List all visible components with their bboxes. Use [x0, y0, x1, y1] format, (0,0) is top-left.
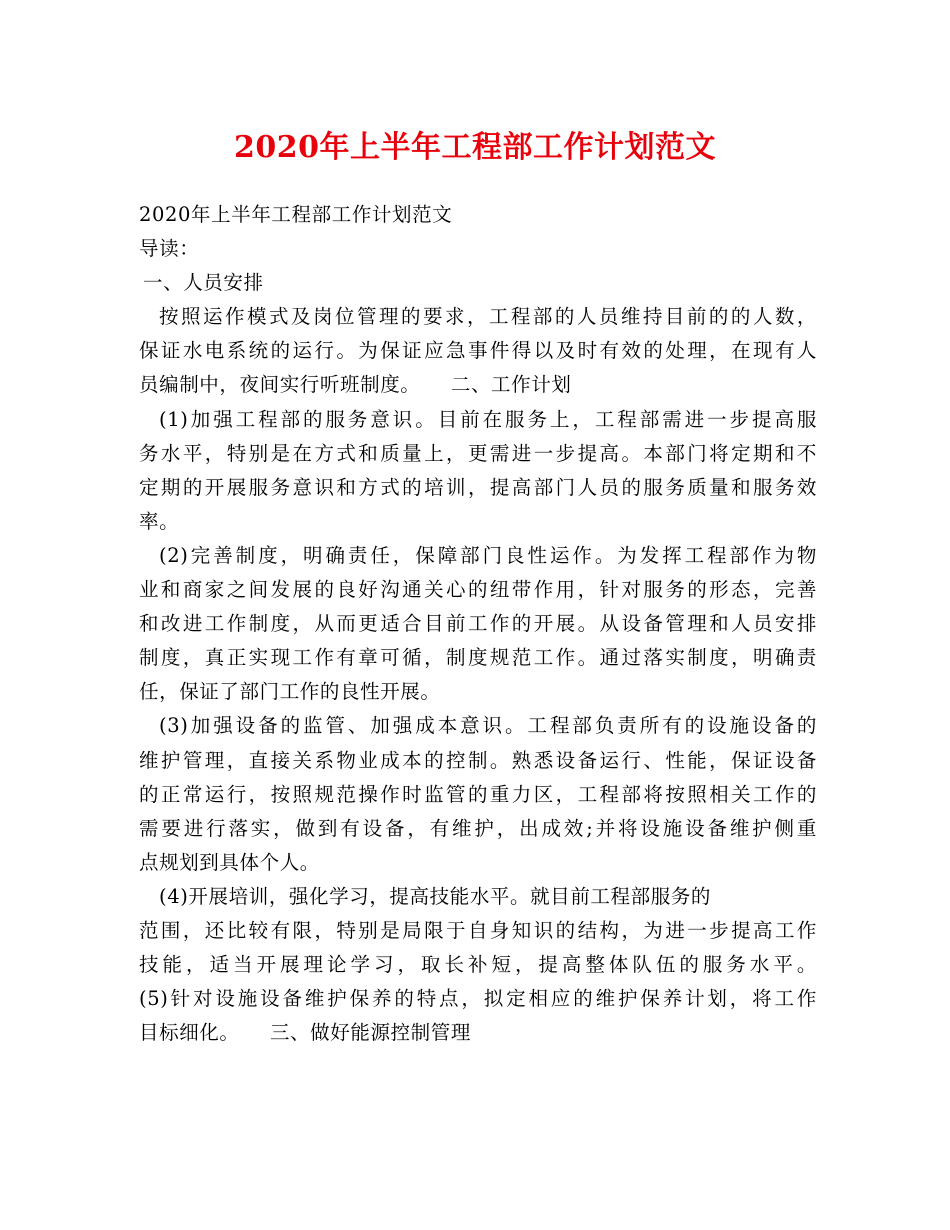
paragraph-line: 需要进行落实，做到有设备，有维护，出成效;并将设施设备维护侧重: [139, 816, 817, 840]
paragraph-line: 和改进工作制度，从而更适合目前工作的开展。从设备管理和人员安排: [139, 612, 817, 636]
paragraph-line: (4)开展培训，强化学习，提高技能水平。就目前工程部服务的: [159, 884, 712, 908]
paragraph-line: (3)加强设备的监管、加强成本意识。工程部负责所有的设施设备的: [159, 714, 817, 738]
paragraph-line: 维护管理，直接关系物业成本的控制。熟悉设备运行、性能，保证设备: [139, 748, 817, 772]
paragraph-line: 按照运作模式及岗位管理的要求，工程部的人员维持目前的的人数，: [159, 305, 817, 329]
paragraph-line: 范围，还比较有限，特别是局限于自身知识的结构，为进一步提高工作: [139, 918, 817, 942]
paragraph-line: 制度，真正实现工作有章可循，制度规范工作。通过落实制度，明确责: [139, 646, 817, 670]
paragraph-line: 技能，适当开展理论学习，取长补短，提高整体队伍的服务水平。: [139, 953, 817, 977]
paragraph-line: 点规划到具体个人。: [139, 850, 320, 874]
paragraph-line: (2)完善制度，明确责任，保障部门良性运作。为发挥工程部作为物: [159, 543, 817, 567]
paragraph-line: 员编制中，夜间实行听班制度。 二、工作计划: [139, 373, 572, 397]
paragraph-line: 导读：: [139, 237, 200, 261]
paragraph-line: 业和商家之间发展的良好沟通关心的纽带作用，针对服务的形态，完善: [139, 578, 817, 602]
paragraph-line: 务水平，特别是在方式和质量上，更需进一步提高。本部门将定期和不: [139, 441, 817, 465]
paragraph-line: 任，保证了部门工作的良性开展。: [139, 680, 441, 704]
paragraph-line: (5)针对设施设备维护保养的特点，拟定相应的维护保养计划，将工作: [139, 987, 817, 1011]
paragraph-line: 2020年上半年工程部工作计划范文: [139, 203, 453, 226]
paragraph-line: 的正常运行，按照规范操作时监管的重力区，工程部将按照相关工作的: [139, 782, 817, 806]
paragraph-line: 一、人员安排: [143, 271, 264, 295]
paragraph-line: 率。: [139, 509, 180, 533]
paragraph-line: 定期的开展服务意识和方式的培训，提高部门人员的服务质量和服务效: [139, 475, 817, 499]
paragraph-line: 保证水电系统的运行。为保证应急事件得以及时有效的处理，在现有人: [139, 339, 817, 363]
document-title: 2020年上半年工程部工作计划范文: [234, 130, 716, 165]
paragraph-line: 目标细化。 三、做好能源控制管理: [139, 1021, 471, 1045]
document-body: [139, 198, 817, 1050]
paragraph-line: (1)加强工程部的服务意识。目前在服务上，工程部需进一步提高服: [159, 407, 817, 431]
